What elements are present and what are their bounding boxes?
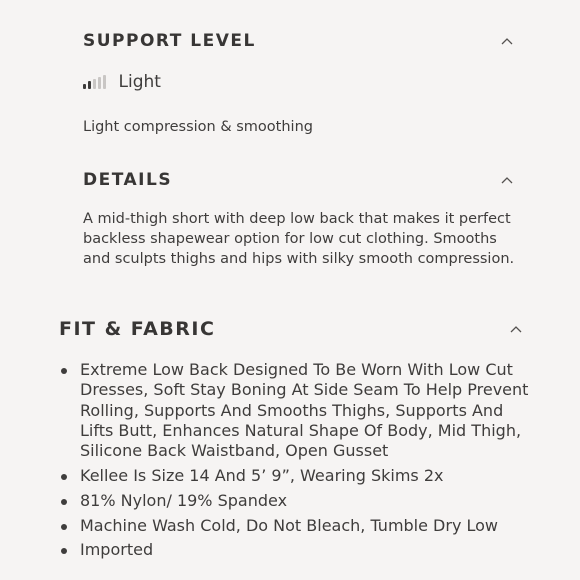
support-level-indicator xyxy=(83,71,161,93)
chevron-up-icon[interactable] xyxy=(500,175,514,185)
signal-strength-icon xyxy=(83,75,106,89)
chevron-up-icon[interactable] xyxy=(509,324,523,334)
details-title[interactable]: DETAILS xyxy=(83,170,173,190)
signal-bar xyxy=(103,75,106,89)
list-item: Machine Wash Cold, Do Not Bleach, Tumble Dry Low xyxy=(60,516,530,536)
list-item: Extreme Low Back Designed To Be Worn With Low Cut Dresses, Soft Stay Boning At Side Seam To Help Prevent Rolling, Supports And Smooths Thighs, Supports And Lifts Butt, Enhances Natural Shape Of Body, Mid Thigh, Silicone Back Waistband, Open Gusset xyxy=(60,360,530,461)
signal-bar xyxy=(83,84,86,89)
signal-bar xyxy=(93,79,96,89)
support-level-description: Light compression & smoothing xyxy=(83,119,313,135)
support-level-label: Light xyxy=(118,72,161,92)
signal-bar xyxy=(98,77,101,89)
fit-fabric-list xyxy=(60,360,530,565)
support-level-title[interactable]: SUPPORT LEVEL xyxy=(83,31,256,51)
signal-bar xyxy=(88,81,91,89)
fit-fabric-title[interactable]: FIT & FABRIC xyxy=(59,318,216,340)
chevron-up-icon[interactable] xyxy=(500,36,514,46)
details-description: A mid-thigh short with deep low back that makes it perfect backless shapewear option for low cut clothing. Smooths and sculpts thighs and hips with silky smooth compression. xyxy=(83,211,515,267)
list-item: 81% Nylon/ 19% Spandex xyxy=(60,491,530,511)
list-item: Imported xyxy=(60,540,530,560)
list-item: Kellee Is Size 14 And 5’ 9”, Wearing Skims 2x xyxy=(60,466,530,486)
